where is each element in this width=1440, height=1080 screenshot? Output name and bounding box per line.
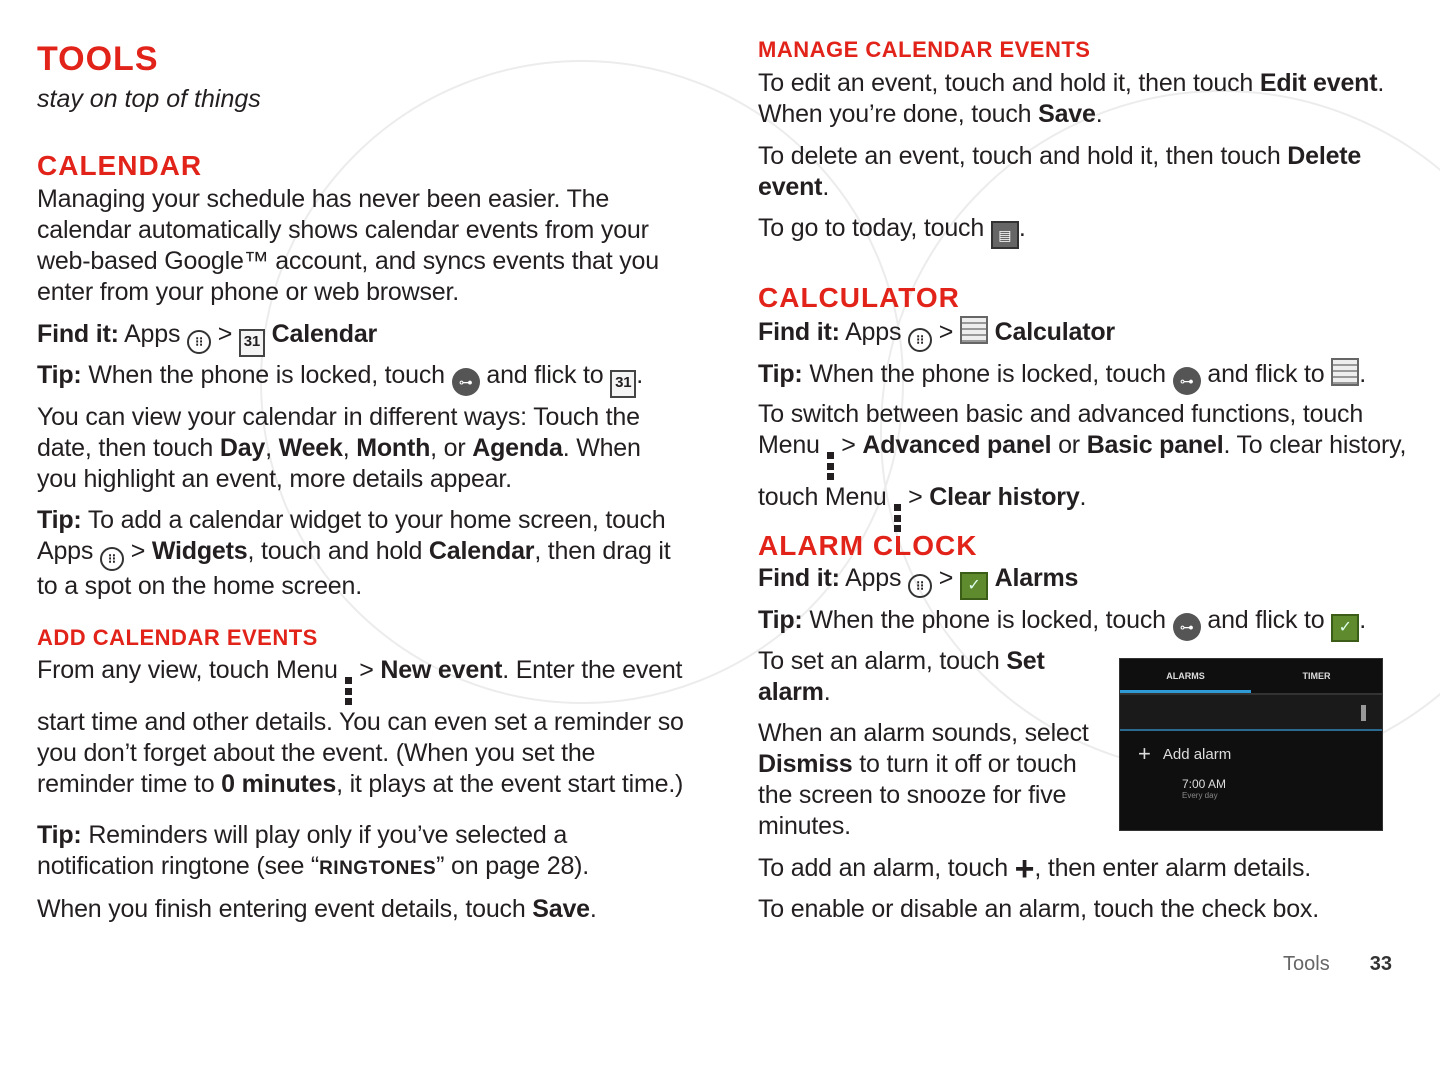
alarm-clock-icon: ✓ bbox=[960, 572, 988, 600]
calendar-icon: 31 bbox=[610, 370, 636, 398]
calculator-find-it: Find it: Apps ⁝⁝ > Calculator bbox=[758, 316, 1408, 352]
alarm-dismiss: When an alarm sounds, select Dismiss to turn it off or touch the screen to snooze for five minutes. bbox=[758, 719, 1089, 840]
page-number: 33 bbox=[1369, 953, 1392, 975]
calculator-body: To switch between basic and advanced functions, touch Menu > Advanced panel or Basic panel. To clear history, touch Menu > Clear history. bbox=[758, 399, 1408, 534]
page-footer bbox=[1283, 953, 1392, 976]
menu-icon bbox=[344, 675, 352, 707]
page-subtitle: stay on top of things bbox=[37, 85, 261, 113]
alarm-screenshot bbox=[1119, 658, 1383, 831]
lock-icon: ⊶ bbox=[1173, 367, 1201, 395]
alarm-screenshot-tabs bbox=[1120, 659, 1382, 695]
tab-timer: TIMER bbox=[1302, 671, 1331, 681]
add-events-body: From any view, touch Menu > New event. Enter the event start time and other details. You can even set a reminder so you don’t forget about the event. (When you set the reminder time to 0 minutes, it plays at the event start time.) bbox=[37, 656, 684, 799]
calculator-heading: CALCULATOR bbox=[758, 282, 960, 313]
alarm-heading: ALARM CLOCK bbox=[758, 530, 978, 561]
calendar-tip-lock: Tip: When the phone is locked, touch ⊶ and flick to 31 . bbox=[37, 360, 697, 398]
plus-icon: + bbox=[1014, 850, 1035, 888]
calculator-icon bbox=[960, 316, 988, 344]
add-events-heading: ADD CALENDAR EVENTS bbox=[37, 625, 318, 650]
tab-alarms: ALARMS bbox=[1120, 659, 1251, 693]
apps-icon: ⁝⁝ bbox=[100, 547, 124, 571]
alarm-list-item: 7:00 AM Every day bbox=[1182, 777, 1227, 800]
manage-heading: MANAGE CALENDAR EVENTS bbox=[758, 37, 1091, 62]
apps-icon: ⁝⁝ bbox=[187, 330, 211, 354]
alarm-set: To set an alarm, touch Set alarm. bbox=[758, 647, 1045, 706]
calculator-icon bbox=[1331, 358, 1359, 386]
calendar-tip-widget: Tip: To add a calendar widget to your home screen, touch Apps ⁝⁝ > Widgets, touch and hold Calendar, then drag it to a spot on the home screen. bbox=[37, 506, 671, 600]
alarm-clock-icon: ✓ bbox=[1331, 614, 1359, 642]
calendar-heading: CALENDAR bbox=[37, 150, 203, 181]
alarm-screenshot-bar bbox=[1120, 695, 1382, 731]
calendar-views: You can view your calendar in different ways: Touch the date, then touch Day, Week, Month, or Agenda. When you highlight an event, more details appear. bbox=[37, 403, 641, 493]
manage-delete: To delete an event, touch and hold it, then touch Delete event. bbox=[758, 142, 1362, 201]
add-events-tip: Tip: Reminders will play only if you’ve selected a notification ringtone (see “RINGTONES” on page 28). bbox=[37, 821, 590, 880]
add-alarm-row: + Add alarm bbox=[1138, 741, 1232, 766]
footer-section: Tools bbox=[1283, 953, 1330, 975]
add-events-save: When you finish entering event details, touch Save. bbox=[37, 895, 597, 923]
alarm-add: To add an alarm, touch +, then enter alarm details. bbox=[758, 850, 1312, 888]
plus-icon: + bbox=[1138, 741, 1151, 766]
alarm-enable: To enable or disable an alarm, touch the check box. bbox=[758, 895, 1319, 923]
manage-today: To go to today, touch ▤ . bbox=[758, 213, 1408, 249]
page-title: TOOLS bbox=[37, 40, 159, 78]
calendar-icon: 31 bbox=[239, 329, 265, 357]
calendar-intro: Managing your schedule has never been easier. The calendar automatically shows calendar events from your web-based Google™ account, and syncs events that you enter from your phone or web browser. bbox=[37, 185, 659, 306]
alarm-find-it: Find it: Apps ⁝⁝ > ✓ Alarms bbox=[758, 563, 1408, 600]
calendar-find-it: Find it: Apps ⁝⁝ > 31 Calendar bbox=[37, 319, 687, 357]
lock-icon: ⊶ bbox=[452, 368, 480, 396]
menu-icon bbox=[827, 450, 835, 482]
lock-icon: ⊶ bbox=[1173, 613, 1201, 641]
manage-edit: To edit an event, touch and hold it, then touch Edit event. When you’re done, touch Save. bbox=[758, 69, 1385, 128]
apps-icon: ⁝⁝ bbox=[908, 328, 932, 352]
overflow-menu-icon bbox=[1361, 705, 1366, 721]
calculator-tip: Tip: When the phone is locked, touch ⊶ and flick to . bbox=[758, 358, 1418, 395]
apps-icon: ⁝⁝ bbox=[908, 574, 932, 598]
today-icon: ▤ bbox=[991, 221, 1019, 249]
alarm-tip: Tip: When the phone is locked, touch ⊶ and flick to ✓ . bbox=[758, 605, 1418, 642]
